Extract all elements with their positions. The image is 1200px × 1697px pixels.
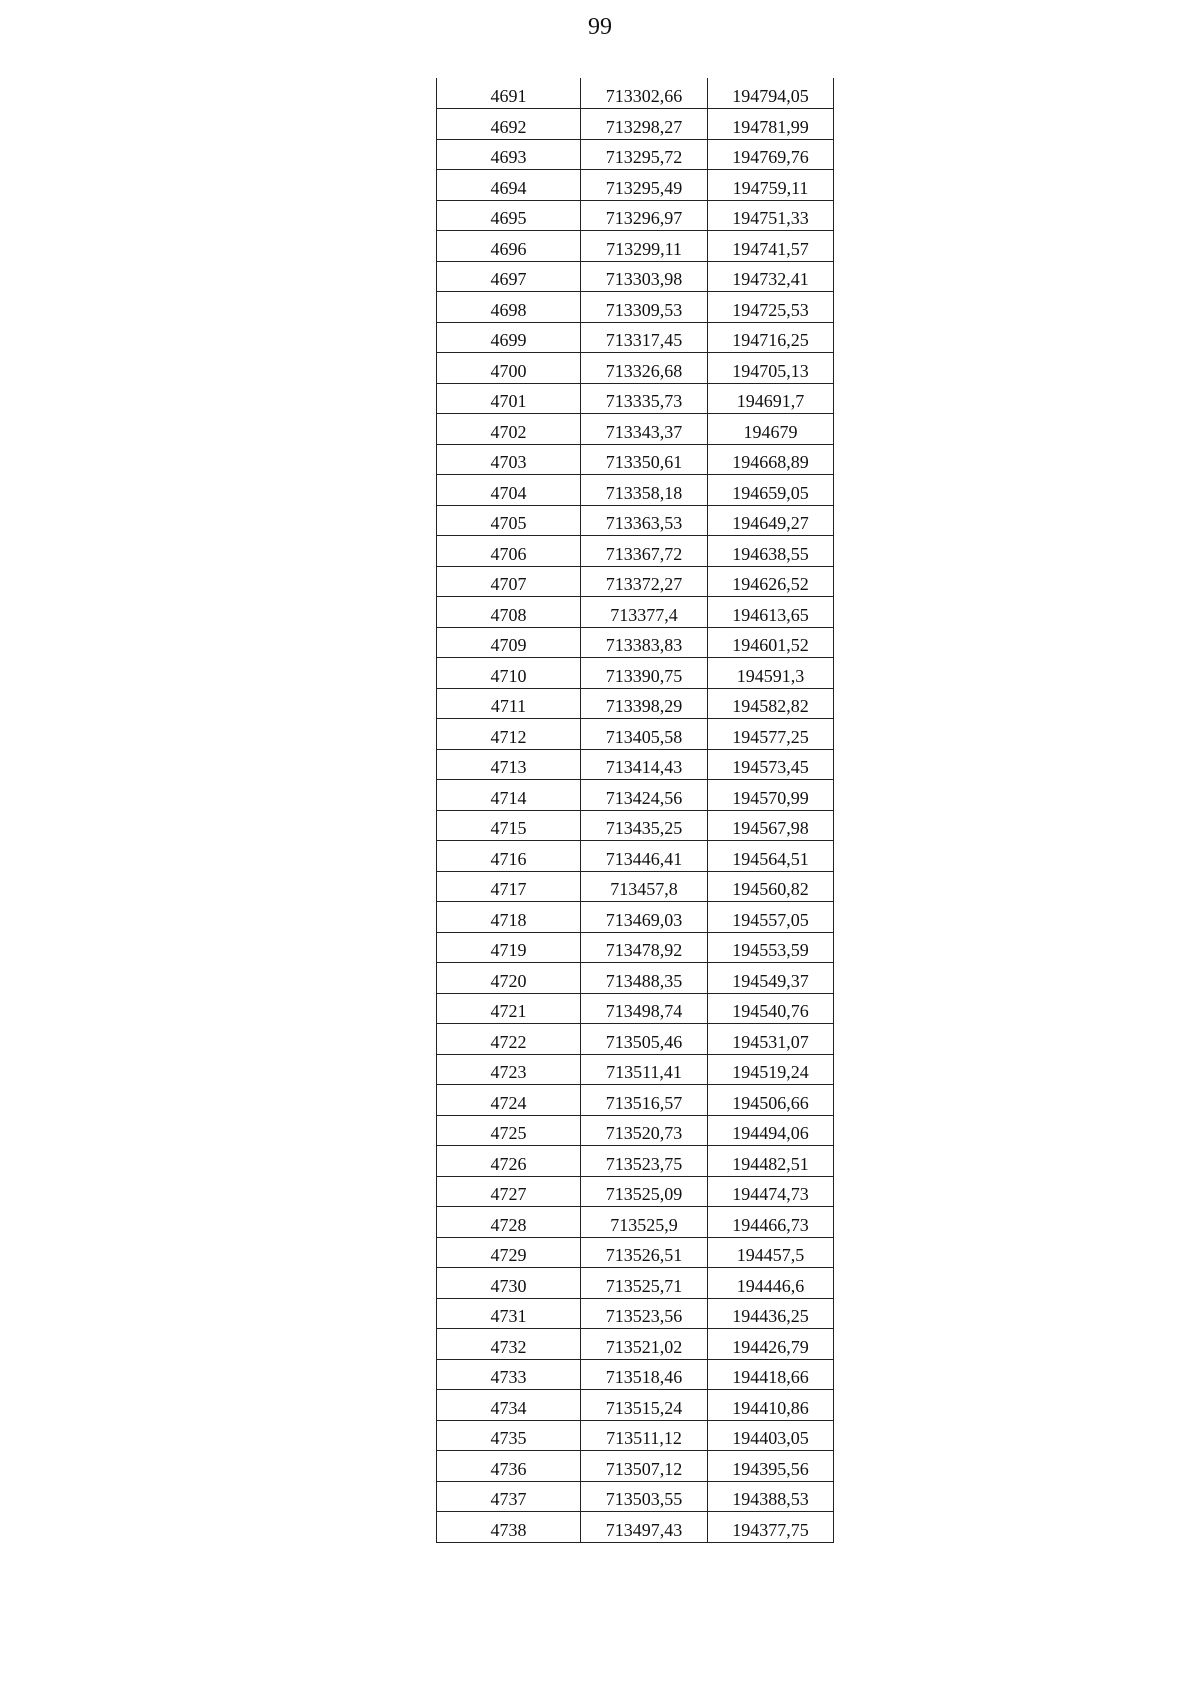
table-row	[437, 1237, 834, 1268]
point-number-cell: 4721	[437, 993, 581, 1024]
y-coordinate-cell: 194377,75	[708, 1512, 834, 1543]
y-coordinate-cell: 194626,52	[708, 566, 834, 597]
y-coordinate-cell: 194769,76	[708, 139, 834, 170]
x-coordinate-cell: 713525,71	[581, 1268, 708, 1299]
x-coordinate-cell: 713526,51	[581, 1237, 708, 1268]
point-number-cell: 4732	[437, 1329, 581, 1360]
y-coordinate-cell: 194557,05	[708, 902, 834, 933]
y-coordinate-cell: 194474,73	[708, 1176, 834, 1207]
y-coordinate-cell: 194759,11	[708, 170, 834, 201]
table-row	[437, 597, 834, 628]
x-coordinate-cell: 713523,75	[581, 1146, 708, 1177]
point-number-cell: 4727	[437, 1176, 581, 1207]
table-row	[437, 536, 834, 567]
table-row	[437, 780, 834, 811]
y-coordinate-cell: 194794,05	[708, 78, 834, 109]
point-number-cell: 4700	[437, 353, 581, 384]
y-coordinate-cell: 194457,5	[708, 1237, 834, 1268]
table-row	[437, 1390, 834, 1421]
table-row	[437, 78, 834, 109]
point-number-cell: 4691	[437, 78, 581, 109]
x-coordinate-cell: 713350,61	[581, 444, 708, 475]
table-row	[437, 322, 834, 353]
x-coordinate-cell: 713390,75	[581, 658, 708, 689]
point-number-cell: 4720	[437, 963, 581, 994]
table-row	[437, 1451, 834, 1482]
x-coordinate-cell: 713518,46	[581, 1359, 708, 1390]
x-coordinate-cell: 713302,66	[581, 78, 708, 109]
y-coordinate-cell: 194410,86	[708, 1390, 834, 1421]
y-coordinate-cell: 194418,66	[708, 1359, 834, 1390]
x-coordinate-cell: 713377,4	[581, 597, 708, 628]
x-coordinate-cell: 713414,43	[581, 749, 708, 780]
x-coordinate-cell: 713317,45	[581, 322, 708, 353]
point-number-cell: 4730	[437, 1268, 581, 1299]
y-coordinate-cell: 194573,45	[708, 749, 834, 780]
point-number-cell: 4711	[437, 688, 581, 719]
x-coordinate-cell: 713296,97	[581, 200, 708, 231]
table-row	[437, 719, 834, 750]
table-row	[437, 1298, 834, 1329]
x-coordinate-cell: 713505,46	[581, 1024, 708, 1055]
point-number-cell: 4708	[437, 597, 581, 628]
y-coordinate-cell: 194403,05	[708, 1420, 834, 1451]
x-coordinate-cell: 713335,73	[581, 383, 708, 414]
y-coordinate-cell: 194591,3	[708, 658, 834, 689]
table-row	[437, 993, 834, 1024]
page-number: 99	[588, 14, 612, 40]
x-coordinate-cell: 713446,41	[581, 841, 708, 872]
table-row	[437, 902, 834, 933]
point-number-cell: 4704	[437, 475, 581, 506]
x-coordinate-cell: 713295,72	[581, 139, 708, 170]
point-number-cell: 4726	[437, 1146, 581, 1177]
x-coordinate-cell: 713523,56	[581, 1298, 708, 1329]
y-coordinate-cell: 194679	[708, 414, 834, 445]
x-coordinate-cell: 713405,58	[581, 719, 708, 750]
table-row	[437, 1054, 834, 1085]
table-row	[437, 1481, 834, 1512]
x-coordinate-cell: 713398,29	[581, 688, 708, 719]
point-number-cell: 4738	[437, 1512, 581, 1543]
x-coordinate-cell: 713516,57	[581, 1085, 708, 1116]
point-number-cell: 4702	[437, 414, 581, 445]
y-coordinate-cell: 194741,57	[708, 231, 834, 262]
y-coordinate-cell: 194553,59	[708, 932, 834, 963]
table-row	[437, 292, 834, 323]
point-number-cell: 4692	[437, 109, 581, 140]
y-coordinate-cell: 194482,51	[708, 1146, 834, 1177]
point-number-cell: 4710	[437, 658, 581, 689]
table-row	[437, 963, 834, 994]
point-number-cell: 4714	[437, 780, 581, 811]
table-row	[437, 1085, 834, 1116]
point-number-cell: 4733	[437, 1359, 581, 1390]
x-coordinate-cell: 713363,53	[581, 505, 708, 536]
point-number-cell: 4707	[437, 566, 581, 597]
y-coordinate-cell: 194531,07	[708, 1024, 834, 1055]
x-coordinate-cell: 713309,53	[581, 292, 708, 323]
y-coordinate-cell: 194388,53	[708, 1481, 834, 1512]
y-coordinate-cell: 194732,41	[708, 261, 834, 292]
point-number-cell: 4723	[437, 1054, 581, 1085]
table-row	[437, 932, 834, 963]
x-coordinate-cell: 713435,25	[581, 810, 708, 841]
x-coordinate-cell: 713383,83	[581, 627, 708, 658]
y-coordinate-cell: 194781,99	[708, 109, 834, 140]
x-coordinate-cell: 713503,55	[581, 1481, 708, 1512]
table-row	[437, 1329, 834, 1360]
table-row	[437, 566, 834, 597]
point-number-cell: 4737	[437, 1481, 581, 1512]
y-coordinate-cell: 194426,79	[708, 1329, 834, 1360]
point-number-cell: 4696	[437, 231, 581, 262]
table-row	[437, 170, 834, 201]
point-number-cell: 4712	[437, 719, 581, 750]
x-coordinate-cell: 713511,12	[581, 1420, 708, 1451]
table-row	[437, 841, 834, 872]
x-coordinate-cell: 713298,27	[581, 109, 708, 140]
point-number-cell: 4703	[437, 444, 581, 475]
point-number-cell: 4729	[437, 1237, 581, 1268]
point-number-cell: 4713	[437, 749, 581, 780]
x-coordinate-cell: 713469,03	[581, 902, 708, 933]
x-coordinate-cell: 713525,09	[581, 1176, 708, 1207]
x-coordinate-cell: 713367,72	[581, 536, 708, 567]
table-row	[437, 749, 834, 780]
table-row	[437, 627, 834, 658]
table-row	[437, 139, 834, 170]
y-coordinate-cell: 194659,05	[708, 475, 834, 506]
point-number-cell: 4722	[437, 1024, 581, 1055]
y-coordinate-cell: 194601,52	[708, 627, 834, 658]
table-row	[437, 871, 834, 902]
y-coordinate-cell: 194549,37	[708, 963, 834, 994]
x-coordinate-cell: 713515,24	[581, 1390, 708, 1421]
x-coordinate-cell: 713498,74	[581, 993, 708, 1024]
table-row	[437, 1207, 834, 1238]
y-coordinate-cell: 194613,65	[708, 597, 834, 628]
x-coordinate-cell: 713525,9	[581, 1207, 708, 1238]
table-row	[437, 475, 834, 506]
y-coordinate-cell: 194577,25	[708, 719, 834, 750]
y-coordinate-cell: 194570,99	[708, 780, 834, 811]
x-coordinate-cell: 713488,35	[581, 963, 708, 994]
y-coordinate-cell: 194716,25	[708, 322, 834, 353]
x-coordinate-cell: 713520,73	[581, 1115, 708, 1146]
x-coordinate-cell: 713299,11	[581, 231, 708, 262]
y-coordinate-cell: 194668,89	[708, 444, 834, 475]
point-number-cell: 4734	[437, 1390, 581, 1421]
x-coordinate-cell: 713303,98	[581, 261, 708, 292]
y-coordinate-cell: 194466,73	[708, 1207, 834, 1238]
point-number-cell: 4735	[437, 1420, 581, 1451]
y-coordinate-cell: 194638,55	[708, 536, 834, 567]
y-coordinate-cell: 194560,82	[708, 871, 834, 902]
table-row	[437, 414, 834, 445]
x-coordinate-cell: 713457,8	[581, 871, 708, 902]
y-coordinate-cell: 194436,25	[708, 1298, 834, 1329]
table-row	[437, 1176, 834, 1207]
coordinates-table	[436, 78, 834, 1543]
x-coordinate-cell: 713343,37	[581, 414, 708, 445]
x-coordinate-cell: 713295,49	[581, 170, 708, 201]
point-number-cell: 4717	[437, 871, 581, 902]
table-row	[437, 1268, 834, 1299]
table-row	[437, 261, 834, 292]
y-coordinate-cell: 194691,7	[708, 383, 834, 414]
y-coordinate-cell: 194519,24	[708, 1054, 834, 1085]
table-row	[437, 688, 834, 719]
table-row	[437, 1359, 834, 1390]
y-coordinate-cell: 194567,98	[708, 810, 834, 841]
table-row	[437, 383, 834, 414]
point-number-cell: 4724	[437, 1085, 581, 1116]
table-row	[437, 1512, 834, 1543]
y-coordinate-cell: 194705,13	[708, 353, 834, 384]
table-row	[437, 353, 834, 384]
x-coordinate-cell: 713521,02	[581, 1329, 708, 1360]
x-coordinate-cell: 713478,92	[581, 932, 708, 963]
x-coordinate-cell: 713326,68	[581, 353, 708, 384]
table-row	[437, 1146, 834, 1177]
point-number-cell: 4728	[437, 1207, 581, 1238]
point-number-cell: 4705	[437, 505, 581, 536]
y-coordinate-cell: 194395,56	[708, 1451, 834, 1482]
table-row	[437, 810, 834, 841]
table-row	[437, 505, 834, 536]
x-coordinate-cell: 713511,41	[581, 1054, 708, 1085]
point-number-cell: 4736	[437, 1451, 581, 1482]
y-coordinate-cell: 194446,6	[708, 1268, 834, 1299]
table-row	[437, 1420, 834, 1451]
point-number-cell: 4697	[437, 261, 581, 292]
point-number-cell: 4693	[437, 139, 581, 170]
x-coordinate-cell: 713424,56	[581, 780, 708, 811]
point-number-cell: 4699	[437, 322, 581, 353]
point-number-cell: 4718	[437, 902, 581, 933]
y-coordinate-cell: 194494,06	[708, 1115, 834, 1146]
y-coordinate-cell: 194649,27	[708, 505, 834, 536]
point-number-cell: 4709	[437, 627, 581, 658]
x-coordinate-cell: 713372,27	[581, 566, 708, 597]
y-coordinate-cell: 194506,66	[708, 1085, 834, 1116]
table-row	[437, 200, 834, 231]
point-number-cell: 4716	[437, 841, 581, 872]
x-coordinate-cell: 713507,12	[581, 1451, 708, 1482]
y-coordinate-cell: 194564,51	[708, 841, 834, 872]
point-number-cell: 4725	[437, 1115, 581, 1146]
point-number-cell: 4701	[437, 383, 581, 414]
point-number-cell: 4694	[437, 170, 581, 201]
y-coordinate-cell: 194582,82	[708, 688, 834, 719]
point-number-cell: 4695	[437, 200, 581, 231]
point-number-cell: 4698	[437, 292, 581, 323]
point-number-cell: 4719	[437, 932, 581, 963]
point-number-cell: 4706	[437, 536, 581, 567]
table-row	[437, 1115, 834, 1146]
y-coordinate-cell: 194540,76	[708, 993, 834, 1024]
table-row	[437, 109, 834, 140]
x-coordinate-cell: 713358,18	[581, 475, 708, 506]
table-row	[437, 444, 834, 475]
table-row	[437, 231, 834, 262]
y-coordinate-cell: 194725,53	[708, 292, 834, 323]
y-coordinate-cell: 194751,33	[708, 200, 834, 231]
point-number-cell: 4731	[437, 1298, 581, 1329]
table-row	[437, 1024, 834, 1055]
x-coordinate-cell: 713497,43	[581, 1512, 708, 1543]
table-row	[437, 658, 834, 689]
table-body	[437, 78, 834, 1542]
point-number-cell: 4715	[437, 810, 581, 841]
